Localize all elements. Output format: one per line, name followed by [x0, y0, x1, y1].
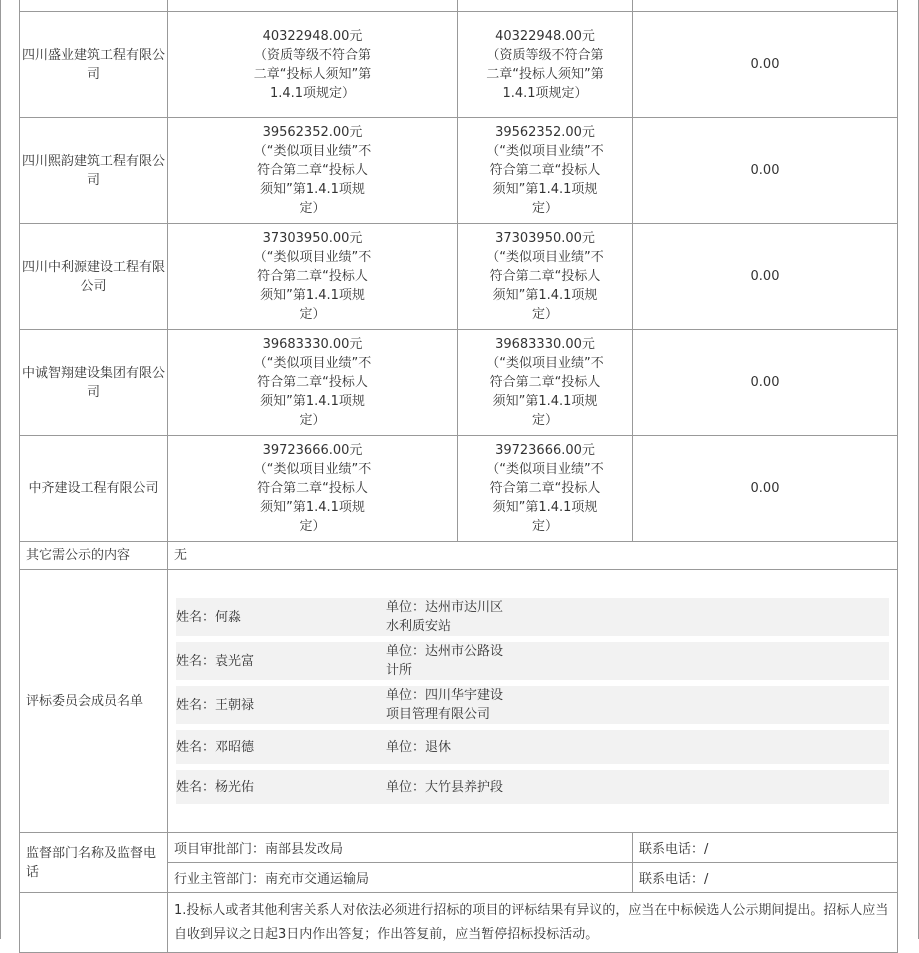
supervision-dept: 项目审批部门：南部县发改局 [168, 833, 633, 863]
evaluated-price: 39723666.00元（“类似项目业绩”不符合第二章“投标人须知”第1.4.1项规定） [486, 443, 604, 534]
bidder-name: 四川盛业建筑工程有限公司 [20, 12, 168, 118]
table-row [20, 570, 898, 833]
bidder-name: 中齐建设工程有限公司 [20, 436, 168, 542]
score: 0.00 [633, 118, 898, 224]
evaluated-price: 39683330.00元（“类似项目业绩”不符合第二章“投标人须知”第1.4.1项规定） [486, 337, 604, 428]
table-row [20, 833, 898, 863]
other-label: 其它需公示的内容 [20, 542, 168, 570]
bid-price: 39562352.00元（“类似项目业绩”不符合第二章“投标人须知”第1.4.1项规定） [253, 125, 372, 216]
bid-price: 37303950.00元（“类似项目业绩”不符合第二章“投标人须知”第1.4.1项规定） [253, 231, 372, 322]
member-unit: 单位：四川华宇建设项目管理有限公司 [386, 688, 504, 722]
bidder-name: 四川熙韵建筑工程有限公司 [20, 118, 168, 224]
evaluated-price: 40322948.00元（资质等级不符合第二章“投标人须知”第1.4.1项规定） [486, 28, 604, 101]
table-row [20, 118, 898, 224]
table-row [20, 893, 898, 953]
list-item [176, 642, 889, 680]
list-item [176, 686, 889, 724]
table-row [20, 224, 898, 330]
bidder-name: 四川中利源建设工程有限公司 [20, 224, 168, 330]
bidder-name: 中诚智翔建设集团有限公司 [20, 330, 168, 436]
member-name: 姓名：何淼 [176, 598, 386, 636]
member-name: 姓名：杨光佑 [176, 770, 386, 804]
score: 0.00 [633, 12, 898, 118]
committee-label: 评标委员会成员名单 [20, 570, 168, 833]
supervision-phone: 联系电话：/ [633, 833, 898, 863]
list-item [176, 730, 889, 764]
member-unit: 单位：达州市达川区水利质安站 [386, 600, 504, 634]
supervision-label: 监督部门名称及监督电话 [20, 833, 168, 893]
supervision-dept: 行业主管部门：南充市交通运输局 [168, 863, 633, 893]
list-item [176, 598, 889, 636]
notice-text: 1.投标人或者其他利害关系人对依法必须进行招标的项目的评标结果有异议的，应当在中标候选人公示期间提出。招标人应当自收到异议之日起3日内作出答复；作出答复前，应当暂停招标投标活动。 [168, 893, 898, 953]
evaluated-price: 39562352.00元（“类似项目业绩”不符合第二章“投标人须知”第1.4.1项规定） [486, 125, 604, 216]
bid-price: 39723666.00元（“类似项目业绩”不符合第二章“投标人须知”第1.4.1项规定） [253, 443, 372, 534]
member-unit: 单位：达州市公路设计所 [386, 644, 504, 678]
list-item [176, 770, 889, 804]
score: 0.00 [633, 224, 898, 330]
table-row [20, 0, 898, 12]
table-row [20, 12, 898, 118]
member-list [176, 592, 889, 810]
member-unit: 单位：大竹县养护段 [386, 779, 504, 795]
score: 0.00 [633, 436, 898, 542]
table-row [20, 542, 898, 570]
bid-price: 40322948.00元（资质等级不符合第二章“投标人须知”第1.4.1项规定） [253, 28, 372, 101]
bid-price: 39683330.00元（“类似项目业绩”不符合第二章“投标人须知”第1.4.1项规定） [253, 337, 372, 428]
evaluated-price: 37303950.00元（“类似项目业绩”不符合第二章“投标人须知”第1.4.1项规定） [486, 231, 604, 322]
table-row [20, 436, 898, 542]
member-name: 姓名：袁光富 [176, 642, 386, 680]
member-name: 姓名：邓昭德 [176, 730, 386, 764]
table-row [20, 330, 898, 436]
supervision-phone: 联系电话：/ [633, 863, 898, 893]
member-name: 姓名：王朝禄 [176, 686, 386, 724]
other-value: 无 [168, 542, 898, 570]
result-table [19, 0, 898, 953]
score: 0.00 [633, 330, 898, 436]
member-unit: 单位：退休 [386, 739, 452, 755]
committee-members [168, 570, 898, 833]
